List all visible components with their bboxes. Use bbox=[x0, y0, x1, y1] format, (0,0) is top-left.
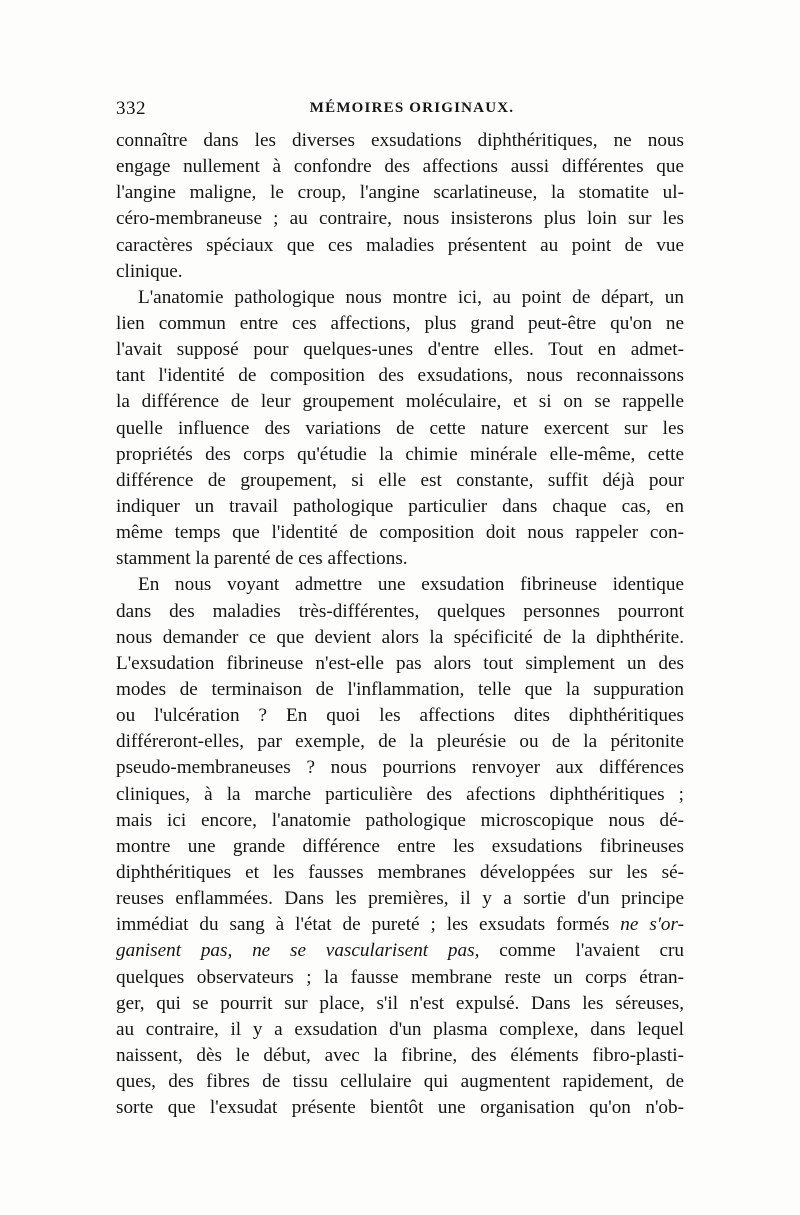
text-line: modes de terminaison de l'inflammation, telle que la suppuration bbox=[116, 678, 684, 700]
text-line: En nous voyant admettre une exsudation fibrineuse identique bbox=[138, 574, 684, 596]
text-line: la différence de leur groupement moléculaire, et si on se rappelle bbox=[116, 391, 684, 413]
text-line: même temps que l'identité de composition doit nous rappeler con- bbox=[116, 522, 684, 544]
text-line: mais ici encore, l'anatomie pathologique microscopique nous dé- bbox=[116, 809, 684, 831]
text-line-mixed bbox=[116, 938, 684, 964]
text-fragment: immédiat du sang à l'état de pureté ; les exsudats formés bbox=[116, 914, 621, 936]
text-line: lien commun entre ces affections, plus grand peut-être qu'on ne bbox=[116, 312, 684, 334]
text-line: clinique. bbox=[116, 260, 183, 282]
text-line: montre une grande différence entre les exsudations fibrineuses bbox=[116, 835, 684, 857]
text-line: l'angine maligne, le croup, l'angine scarlatineuse, la stomatite ul- bbox=[116, 182, 684, 204]
text-line: quelques observateurs ; la fausse membrane reste un corps étran- bbox=[116, 966, 684, 988]
running-head bbox=[116, 98, 684, 124]
running-title: MÉMOIRES ORIGINAUX. bbox=[309, 100, 515, 116]
text-line: engage nullement à confondre des affections aussi différentes que bbox=[116, 156, 684, 178]
body-text bbox=[116, 128, 684, 1121]
italic-fragment: ne s'or- bbox=[620, 914, 684, 936]
text-line: l'avait supposé pour quelques-unes d'entre elles. Tout en admet- bbox=[116, 339, 684, 361]
text-line: L'exsudation fibrineuse n'est-elle pas alors tout simplement un des bbox=[116, 652, 684, 674]
text-line: propriétés des corps qu'étudie la chimie minérale elle-même, cette bbox=[116, 443, 684, 465]
text-line: indiquer un travail pathologique particulier dans chaque cas, en bbox=[116, 495, 684, 517]
text-line: dans des maladies très-différentes, quelques personnes pourront bbox=[116, 600, 684, 622]
text-line: cliniques, à la marche particulière des afections diphthéritiques ; bbox=[116, 783, 684, 805]
text-line: ou l'ulcération ? En quoi les affections dites diphthéritiques bbox=[116, 705, 684, 727]
text-line: différence de groupement, si elle est constante, suffit déjà pour bbox=[116, 469, 684, 491]
text-line: tant l'identité de composition des exsudations, nous reconnaissons bbox=[116, 365, 684, 387]
text-line: connaître dans les diverses exsudations diphthéritiques, ne nous bbox=[116, 130, 684, 151]
text-fragment: comme l'avaient cru bbox=[479, 940, 684, 962]
text-line: quelle influence des variations de cette nature exercent sur les bbox=[116, 417, 684, 439]
text-line: L'anatomie pathologique nous montre ici, au point de départ, un bbox=[138, 286, 684, 308]
text-line: au contraire, il y a exsudation d'un plasma complexe, dans lequel bbox=[116, 1018, 684, 1040]
text-line: pseudo-membraneuses ? nous pourrions renvoyer aux différences bbox=[116, 757, 684, 779]
text-line-mixed bbox=[116, 912, 684, 938]
text-line: naissent, dès le début, avec la fibrine, des éléments fibro-plasti- bbox=[116, 1044, 684, 1066]
text-line: sorte que l'exsudat présente bientôt une organisation qu'on n'ob- bbox=[116, 1097, 684, 1119]
text-line: différeront-elles, par exemple, de la pleurésie ou de la péritonite bbox=[116, 731, 684, 753]
text-line: ger, qui se pourrit sur place, s'il n'est expulsé. Dans les séreuses, bbox=[116, 992, 684, 1014]
text-line: reuses enflammées. Dans les premières, il y a sortie d'un principe bbox=[116, 888, 684, 910]
text-line: ques, des fibres de tissu cellulaire qui augmentent rapidement, de bbox=[116, 1071, 684, 1093]
text-line: nous demander ce que devient alors la spécificité de la diphthérite. bbox=[116, 626, 684, 648]
text-line: caractères spéciaux que ces maladies présentent au point de vue bbox=[116, 234, 684, 256]
page-number: 332 bbox=[116, 98, 146, 119]
text-line: diphthéritiques et les fausses membranes développées sur les sé- bbox=[116, 861, 684, 883]
italic-fragment: ganisent pas, ne se vascularisent pas, bbox=[116, 940, 480, 962]
text-line: stamment la parenté de ces affections. bbox=[116, 548, 408, 570]
text-line: céro-membraneuse ; au contraire, nous insisterons plus loin sur les bbox=[116, 208, 684, 230]
